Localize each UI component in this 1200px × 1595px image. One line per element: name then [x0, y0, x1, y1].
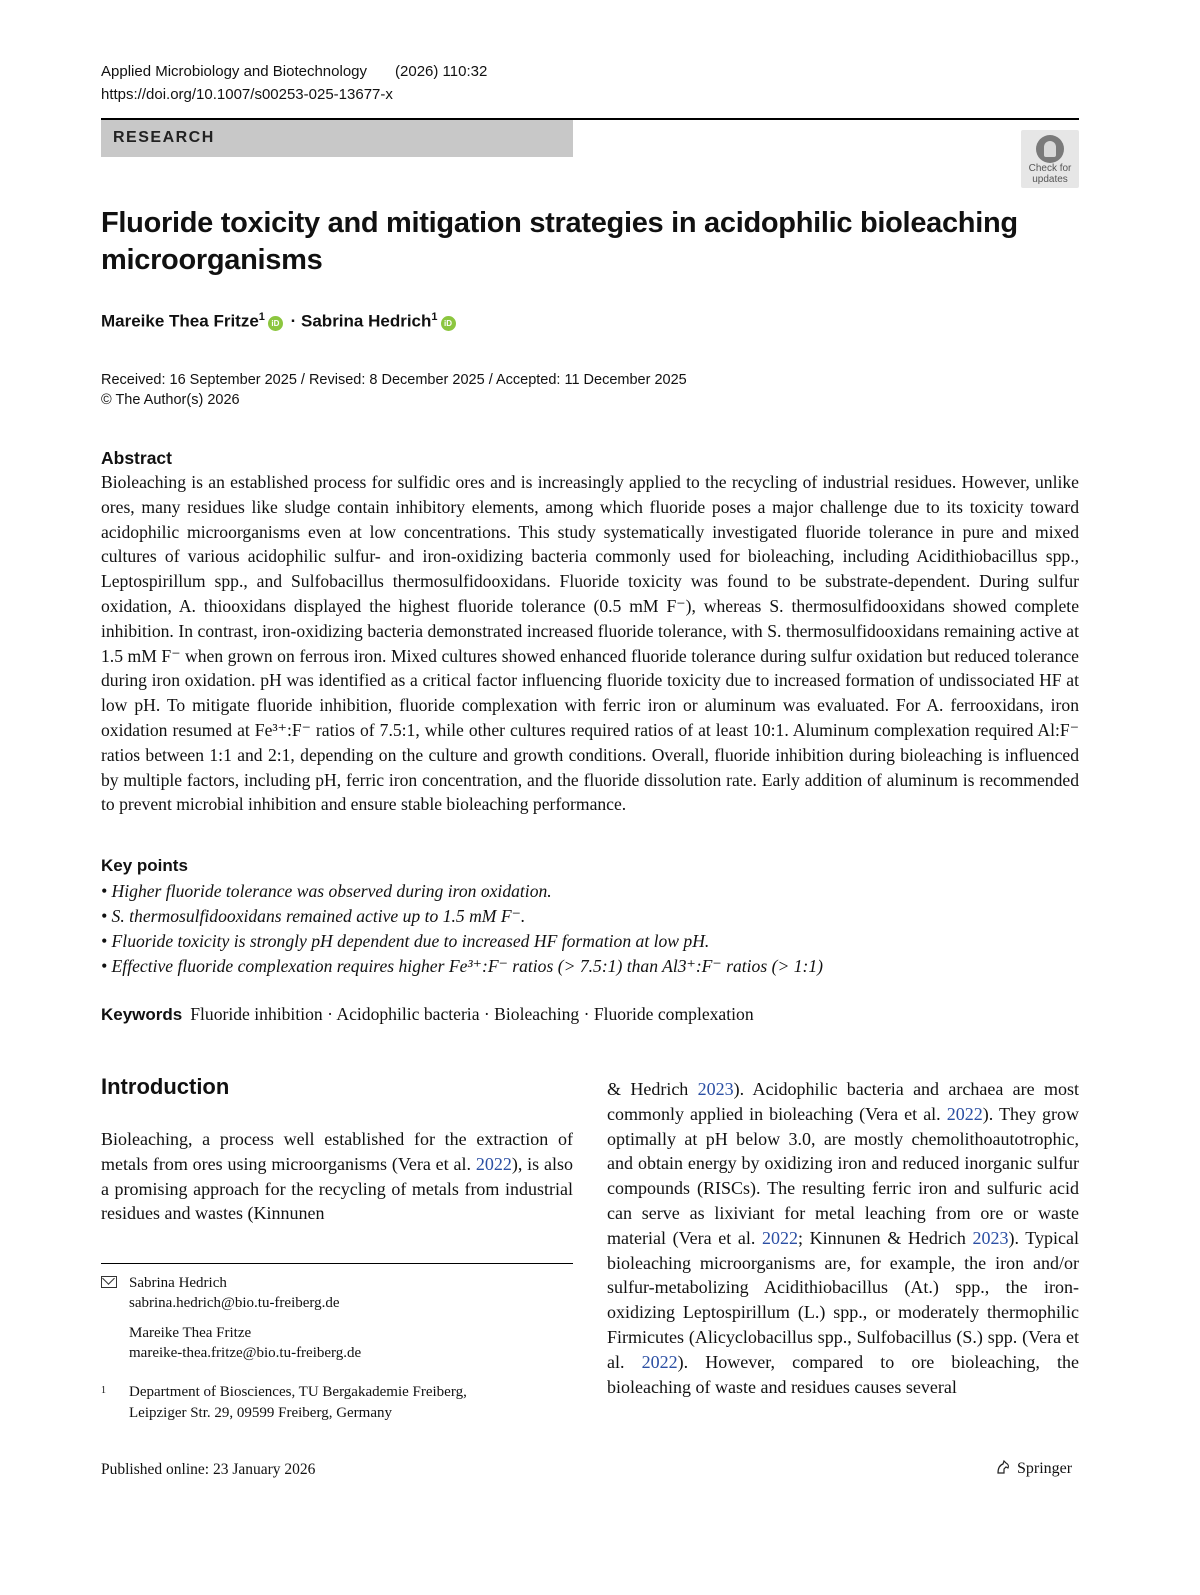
envelope-icon: [101, 1276, 117, 1288]
springer-horse-icon: [995, 1459, 1011, 1475]
author-affil-ref: 1: [258, 311, 265, 323]
published-date: Published online: 23 January 2026: [101, 1461, 316, 1478]
correspondence-name: Sabrina Hedrich: [129, 1275, 227, 1291]
article-title: Fluoride toxicity and mitigation strategies in acidophilic bioleaching microorganisms: [101, 207, 1018, 276]
journal-name: Applied Microbiology and Biotechnology: [101, 63, 368, 80]
citation-link[interactable]: 2022: [761, 1227, 798, 1248]
intro-text: ). Acidophilic bacteria and archaea are most commonly applied in bioleaching (Vera et al.: [607, 1079, 1079, 1124]
article-dates: Received: 16 September 2025 / Revised: 8 December 2025 / Accepted: 11 December 2025: [101, 372, 687, 388]
introduction-heading: Introduction: [101, 1074, 230, 1099]
publisher-name: Springer: [1017, 1460, 1073, 1477]
introduction-right-column: [607, 1077, 1079, 1399]
correspondence-email[interactable]: sabrina.hedrich@bio.tu-freiberg.de: [129, 1295, 340, 1311]
intro-text: ). Typical bioleaching microorganisms are, for example, the iron and/or sulfur-metabolizing Acidithiobacillus (At.) spp., the iron-oxidizing Leptospirillum (L.) spp., or moderately thermophilic Firmicutes (Alicyclobacillus spp., Sulfobacillus (S.) spp. (Vera et al.: [607, 1227, 1080, 1372]
article-type-label: RESEARCH: [113, 129, 215, 146]
correspondence-entry: [129, 1273, 573, 1313]
journal-issue: (2026) 110:32: [395, 63, 488, 80]
doi-link[interactable]: https://doi.org/10.1007/s00253-025-13677-x: [101, 86, 393, 103]
footnote-rule: [101, 1263, 573, 1264]
key-points-list: [101, 879, 1079, 979]
correspondence-email[interactable]: mareike-thea.fritze@bio.tu-freiberg.de: [129, 1345, 362, 1361]
introduction-left-column: [101, 1127, 573, 1226]
check-updates-label: Check for updates: [1028, 163, 1072, 185]
author-affil-ref: 1: [431, 311, 438, 323]
key-point-item: • Higher fluoride tolerance was observed during iron oxidation.: [101, 881, 552, 901]
key-point-item: • S. thermosulfidooxidans remained active up to 1.5 mM F⁻.: [101, 906, 526, 926]
check-for-updates-button[interactable]: [1021, 130, 1079, 188]
intro-text: ; Kinnunen & Hedrich: [797, 1227, 973, 1248]
author-name[interactable]: Mareike Thea Fritze: [101, 311, 259, 331]
intro-text: Bioleaching, a process well established for the extraction of metals from ores using microorganisms (Vera et al.: [101, 1129, 573, 1174]
publisher-logo[interactable]: [995, 1459, 1072, 1478]
intro-text: ), is also a promising approach for the recycling of metals from industrial residues and wastes (Kinnunen: [101, 1153, 574, 1224]
keywords-label: Keywords: [101, 1005, 183, 1024]
intro-text: ). However, compared to ore bioleaching, the bioleaching of waste and residues causes several: [607, 1351, 1080, 1397]
key-points-heading: Key points: [101, 856, 188, 875]
affiliation: [101, 1382, 573, 1424]
correspondence: [101, 1273, 573, 1363]
citation-link[interactable]: 2023: [972, 1227, 1009, 1248]
article-type-bar: [101, 120, 573, 157]
author-name[interactable]: Sabrina Hedrich: [301, 311, 432, 331]
correspondence-entry: [129, 1323, 573, 1363]
affiliation-line: Department of Biosciences, TU Bergakademie Freiberg,: [129, 1384, 467, 1400]
key-point-item: • Effective fluoride complexation requires higher Fe³⁺:F⁻ ratios (> 7.5:1) than Al3⁺:F⁻ ratios (> 1:1): [101, 956, 824, 976]
keywords: [101, 1004, 754, 1025]
key-point-item: • Fluoride toxicity is strongly pH dependent due to increased HF formation at low pH.: [101, 931, 710, 951]
journal-header: [101, 63, 487, 80]
citation-link[interactable]: 2022: [475, 1153, 512, 1174]
citation-link[interactable]: 2022: [641, 1351, 678, 1372]
author-separator: ·: [285, 311, 302, 331]
correspondence-name: Mareike Thea Fritze: [129, 1325, 252, 1341]
orcid-icon[interactable]: iD: [441, 316, 456, 331]
author-list: [101, 311, 459, 332]
crossmark-icon: [1036, 135, 1064, 163]
copyright-notice: © The Author(s) 2026: [101, 392, 240, 408]
intro-text: & Hedrich: [607, 1079, 698, 1099]
abstract-heading: Abstract: [101, 448, 172, 468]
citation-link[interactable]: 2023: [697, 1079, 734, 1099]
intro-text: ). They grow optimally at pH below 3.0, are mostly chemolithoautotrophic, and obtain energy by oxidizing iron and reduced inorganic sulfur compounds (RISCs). The resulting ferric iron and sulfuric acid can serve as lixiviant for metal leaching from ore or waste material (Vera et al.: [607, 1103, 1079, 1248]
affiliation-line: Leipziger Str. 29, 09599 Freiberg, Germany: [129, 1405, 392, 1421]
citation-link[interactable]: 2022: [946, 1103, 983, 1124]
affiliation-number: 1: [101, 1385, 106, 1396]
abstract-text: Bioleaching is an established process for sulfidic ores and is increasingly applied to the recycling of industrial residues. However, unlike ores, many residues like sludge contain inhibitory elements, among which fluoride poses a major challenge due to its toxicity toward acidophilic microorganisms even at low concentrations. This study systematically investigated fluoride tolerance in pure and mixed cultures of various acidophilic sulfur- and iron-oxidizing bacteria commonly used for bioleaching, including Acidithiobacillus spp., Leptospirillum spp., and Sulfobacillus thermosulfidooxidans. Fluoride toxicity was found to be substrate-dependent. During sulfur oxidation, A. thiooxidans displayed the highest fluoride tolerance (0.5 mM F⁻), whereas S. thermosulfidooxidans showed complete inhibition. In contrast, iron-oxidizing bacteria demonstrated increased fluoride tolerance, with S. thermosulfidooxidans remaining active at 1.5 mM F⁻ when grown on ferrous iron. Mixed cultures showed enhanced fluoride tolerance during sulfur oxidation but reduced tolerance during iron oxidation. pH was identified as a critical factor influencing fluoride toxicity due to increased formation of undissociated HF at low pH. To mitigate fluoride inhibition, fluoride complexation with ferric iron or aluminum was evaluated. For A. ferrooxidans, iron oxidation resumed at Fe³⁺:F⁻ ratios of 7.5:1, while other cultures required ratios of at least 10:1. Aluminum complexation required Al:F⁻ ratios between 1:1 and 2:1, depending on the culture and growth conditions. Overall, fluoride inhibition during bioleaching is influenced by multiple factors, including pH, ferric iron concentration, and the fluoride dissolution rate. Early addition of aluminum is recommended to prevent microbial inhibition and ensure stable bioleaching performance.: [101, 472, 1079, 815]
orcid-icon[interactable]: iD: [268, 316, 283, 331]
keywords-text: Fluoride inhibition · Acidophilic bacteria · Bioleaching · Fluoride complexation: [190, 1004, 754, 1024]
